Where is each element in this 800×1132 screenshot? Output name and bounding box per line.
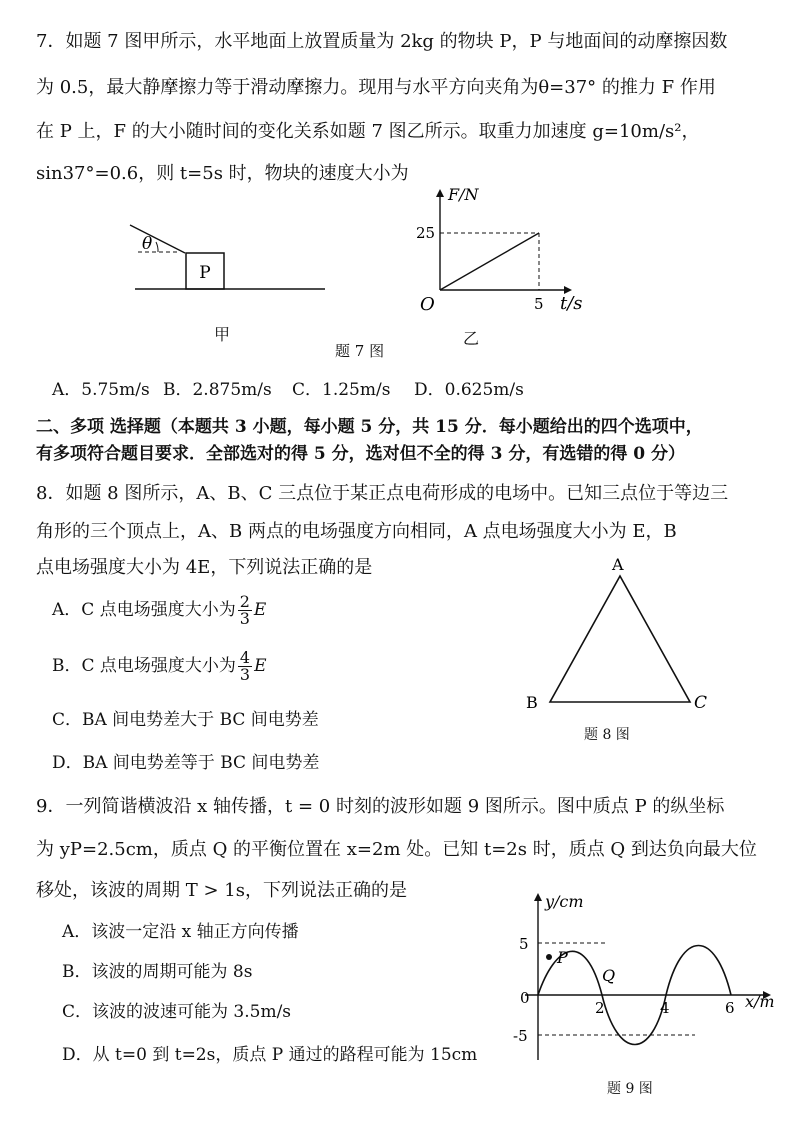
q7-jia-caption: 甲 xyxy=(214,325,231,344)
q9-option-a: A．该波一定沿 x 轴正方向传播 xyxy=(62,922,299,942)
q8-option-a-e: E xyxy=(253,600,267,620)
vertex-c: C xyxy=(694,693,708,713)
q7-y-axis-label: F/N xyxy=(448,185,479,204)
q8-line-3: 点电场强度大小为 4E，下列说法正确的是 xyxy=(36,557,373,578)
q8-option-b-e: E xyxy=(254,656,267,676)
q9-x-axis-label: x/m xyxy=(745,992,775,1011)
q7-figure-jia xyxy=(130,215,330,305)
q8-option-c: C．BA 间电势差大于 BC 间电势差 xyxy=(52,710,319,730)
q8-option-b-numerator: 4 xyxy=(239,648,251,667)
q7-line-2: 为 0.5，最大静摩擦力等于滑动摩擦力。现用与水平方向夹角为θ=37° 的推力 F 作用 xyxy=(36,77,716,98)
q9-option-d: D．从 t=0 到 t=2s，质点 P 通过的路程可能为 15cm xyxy=(62,1045,478,1065)
q7-option-a: A．5.75m/s xyxy=(52,380,150,400)
q9-line-2: 为 yP=2.5cm，质点 Q 的平衡位置在 x=2m 处。已知 t=2s 时，质点 Q 到达负向最大位 xyxy=(36,839,757,860)
q7-line-4: sin37°=0.6，则 t=5s 时，物块的速度大小为 xyxy=(36,163,409,184)
q8-triangle-figure xyxy=(522,552,722,717)
q7-option-b: B．2.875m/s xyxy=(163,380,272,400)
q9-option-c: C．该波的波速可能为 3.5m/s xyxy=(62,1002,292,1022)
q8-option-b-fraction xyxy=(238,650,252,683)
q7-x-axis-label: t/s xyxy=(560,293,583,314)
q8-option-a-numerator: 2 xyxy=(239,592,250,611)
q9-wave-graph xyxy=(505,885,785,1075)
point-p-marker xyxy=(546,954,552,960)
vertex-b: B xyxy=(526,693,538,712)
q7-line-3: 在 P 上，F 的大小随时间的变化关系如题 7 图乙所示。取重力加速度 g=10m/s²， xyxy=(36,121,700,142)
q7-option-c: C．1.25m/s xyxy=(292,380,391,400)
triangle xyxy=(550,576,690,702)
section2-line-1: 二、多项 选择题（本题共 3 小题，每小题 5 分，共 15 分．每小题给出的四个选项中， xyxy=(36,417,703,437)
q7-option-d: D．0.625m/s xyxy=(414,380,524,400)
q7-x-tick: 5 xyxy=(534,295,544,313)
q8-option-b-denominator: 3 xyxy=(239,665,251,684)
q8-option-a xyxy=(52,594,266,627)
section2-line-2: 有多项符合题目要求．全部选对的得 5 分，选对但不全的得 3 分，有选错的得 0 分） xyxy=(36,444,685,464)
q9-option-b: B．该波的周期可能为 8s xyxy=(62,962,253,982)
q9-x-tick-6: 6 xyxy=(725,999,735,1017)
q9-x-tick-2: 2 xyxy=(595,999,605,1017)
q7-line-1: 7．如题 7 图甲所示，水平地面上放置质量为 2kg 的物块 P，P 与地面间的动摩擦因数 xyxy=(36,31,728,52)
q7-y-tick: 25 xyxy=(416,224,436,242)
q8-line-2: 角形的三个顶点上，A、B 两点的电场强度方向相同，A 点电场强度大小为 E，B xyxy=(36,521,677,542)
q9-figure-caption: 题 9 图 xyxy=(607,1081,653,1097)
q7-angle-label: θ xyxy=(142,234,153,254)
q7-yi-caption: 乙 xyxy=(463,329,480,348)
q8-option-a-denominator: 3 xyxy=(239,609,250,628)
q9-line-1: 9．一列简谐横波沿 x 轴传播，t = 0 时刻的波形如题 9 图所示。图中质点 P 的纵坐标 xyxy=(36,796,725,817)
q8-line-1: 8．如题 8 图所示，A、B、C 三点位于某正点电荷形成的电场中。已知三点位于等边三 xyxy=(36,483,729,504)
q7-figure-yi xyxy=(410,185,600,315)
q7-origin-label: O xyxy=(420,294,435,315)
q8-option-b xyxy=(52,650,267,683)
q9-y-axis-label: y/cm xyxy=(545,892,584,911)
q7-block-label: P xyxy=(199,263,211,283)
q8-option-b-text: B．C 点电场强度大小为 xyxy=(52,656,236,676)
q7-figure-caption: 题 7 图 xyxy=(335,342,385,360)
q8-option-a-fraction xyxy=(238,594,252,627)
q9-x-tick-4: 4 xyxy=(660,999,670,1017)
q8-option-a-text: A．C 点电场强度大小为 xyxy=(52,600,236,620)
q8-option-d: D．BA 间电势差等于 BC 间电势差 xyxy=(52,753,320,773)
q9-origin-label: 0 xyxy=(520,989,530,1007)
force-line xyxy=(440,233,539,290)
q9-y-tick-5: 5 xyxy=(519,935,529,953)
q9-point-p-label: P xyxy=(557,948,568,967)
q9-line-3: 移处，该波的周期 T > 1s，下列说法正确的是 xyxy=(36,880,407,901)
q9-y-tick-neg5: -5 xyxy=(513,1027,528,1045)
vertex-a: A xyxy=(612,555,624,574)
q9-point-q-label: Q xyxy=(602,966,616,985)
q8-figure-caption: 题 8 图 xyxy=(584,727,630,743)
